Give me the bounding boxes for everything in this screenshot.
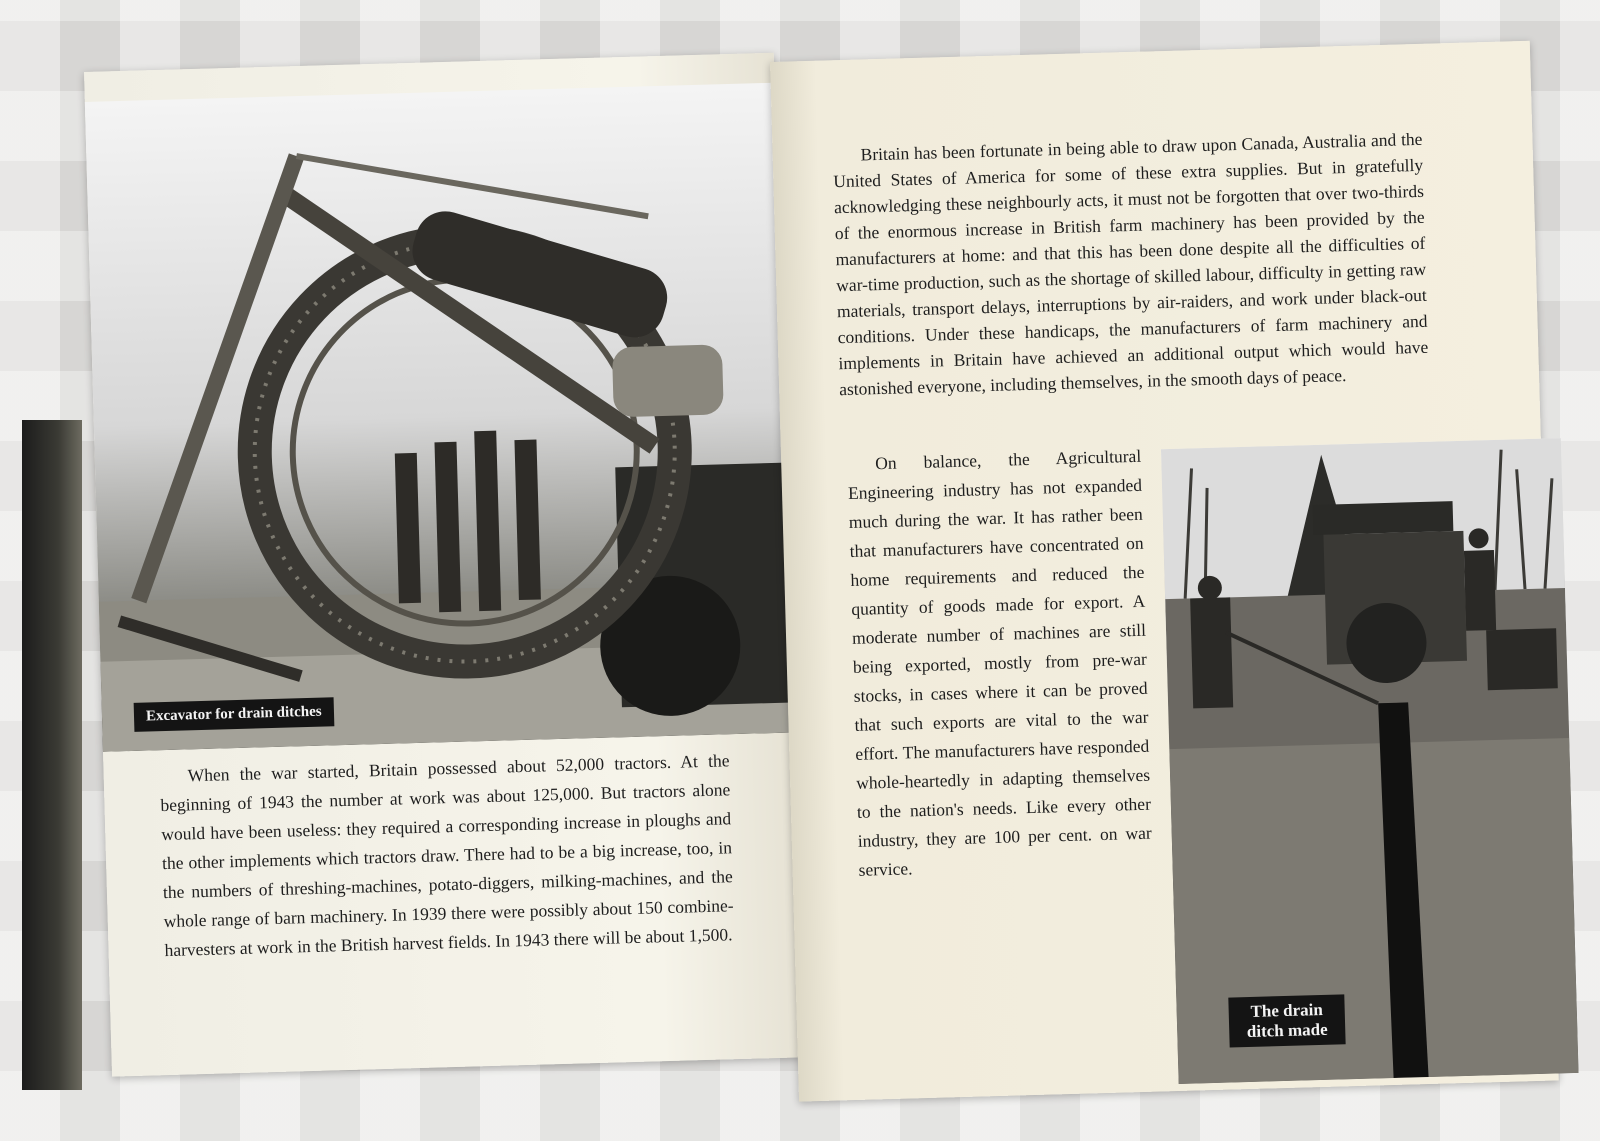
excavator-caption: Excavator for drain ditches [134,697,334,732]
right-page-text-column [847,442,1153,885]
drain-ditch-photo [1161,438,1579,1084]
right-page [770,41,1559,1102]
excavator-photo [85,83,793,752]
right-page-text-top [832,126,1429,402]
left-paragraph: When the war started, Britain possessed about 52,000 tractors. At the beginning of 1943 the number at work was about 125,000. But tractors alone would have been useless: they required a corresponding increase in ploughs and the other implements which tractors draw. There had to be a big increase, too, in the numbers of threshing-machines, potato-diggers, milking-machines, and the whole range of barn machinery. In 1939 there were possibly about 150 combine-harvesters at work in the British harvest fields. In 1943 there will be about 1,500. [160,750,734,961]
drain-ditch-caption: The drain ditch made [1228,994,1345,1047]
right-paragraph-2: On balance, the Agricultural Engineering industry has not expanded much during the war. It has rather been that manufacturers have concentrated on home requirements and reduced the quantity of goods made for export. A moderate number of machines are still being exported, mostly from pre-war stocks, in cases where it can be proved that such exports are vital to the war effort. The manufacturers have responded whole-heartedly in adapting themselves to the nation's needs. Like every other industry, they are 100 per cent. on war service. [847,445,1152,880]
left-page [84,53,802,1077]
right-paragraph-1: Britain has been fortunate in being able to draw upon Canada, Australia and the United States of America for some of these extra supplies. But in gratefully acknowledging these neighbourly acts, it must not be forgotten that over two-thirds of the enormous increase in British farm machinery has been provided by the manufacturers at home: and that this has been done despite all the difficulties of war-time production, such as the shortage of skilled labour, difficulty in getting raw materials, transport delays, interruptions by air-raiders, and work under black-out conditions. Under these handicaps, the manufacturers of farm machinery and implements in Britain have achieved an additional output which would have astonished everyone, including themselves, in the smooth days of peace. [833,128,1429,400]
drain-ditch-illustration [1161,438,1579,1084]
excavator-illustration [85,83,793,752]
left-page-text [159,746,734,965]
booklet-cover-edge [22,420,82,1090]
